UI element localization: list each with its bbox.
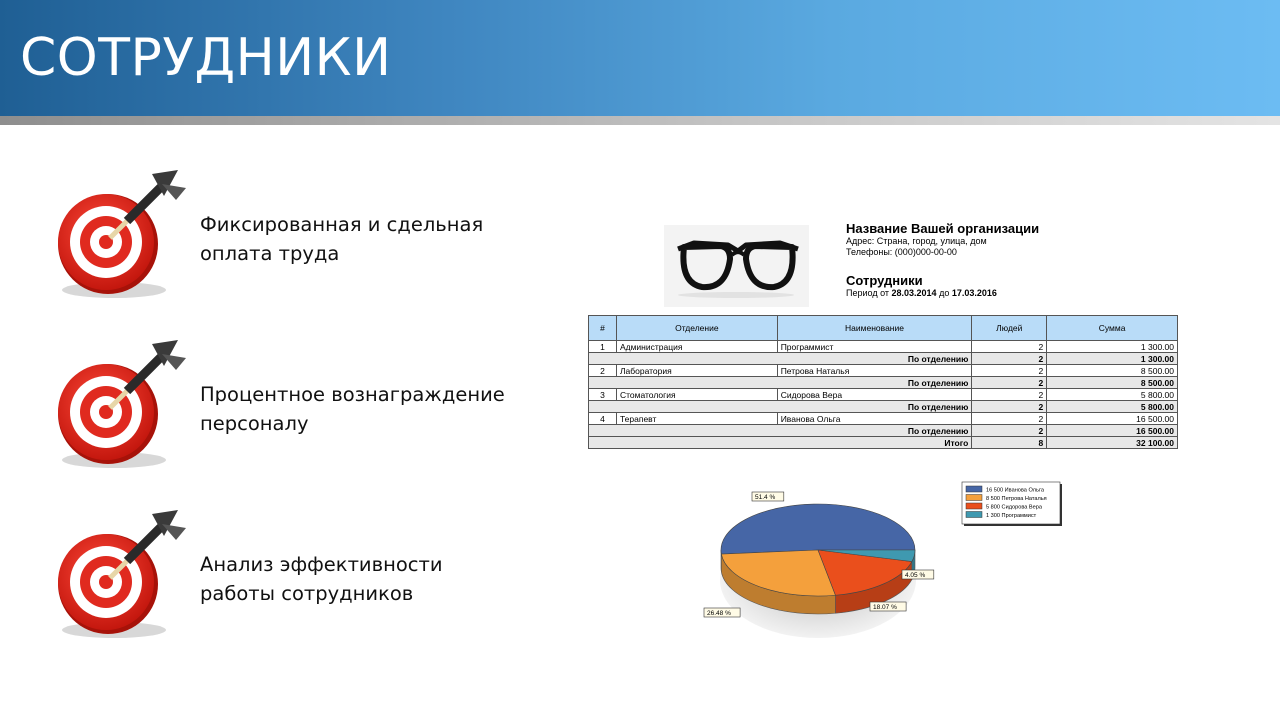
- cell-people: 2: [972, 341, 1047, 353]
- legend-swatch: [966, 486, 982, 492]
- legend-label: 16 500 Иванова Ольга: [986, 487, 1044, 494]
- bullet-text: [200, 550, 443, 608]
- bullet-item: [52, 336, 532, 476]
- subtotal-row: [589, 377, 1178, 389]
- report-heading: [846, 273, 997, 298]
- cell-department: Терапевт: [616, 413, 777, 425]
- bullet-line: Анализ эффективности: [200, 553, 443, 576]
- cell-number: 4: [589, 413, 617, 425]
- subtotal-label: По отделению: [589, 425, 972, 437]
- legend-label: 1 300 Программист: [986, 513, 1037, 519]
- table-row: [589, 413, 1178, 425]
- subtotal-label: По отделению: [589, 377, 972, 389]
- pie-percent-label: 18.07 %: [873, 604, 897, 611]
- legend-swatch: [966, 503, 982, 509]
- legend-swatch: [966, 512, 982, 518]
- column-header: Наименование: [777, 316, 972, 341]
- cell-sum: 16 500.00: [1047, 413, 1178, 425]
- table-row: [589, 389, 1178, 401]
- period-to: 17.03.2016: [951, 288, 997, 298]
- column-header: Отделение: [616, 316, 777, 341]
- column-header: Сумма: [1047, 316, 1178, 341]
- total-row: [589, 437, 1178, 449]
- subtotal-people: 2: [972, 353, 1047, 365]
- period-mid: до: [939, 288, 950, 298]
- subtotal-sum: 16 500.00: [1047, 425, 1178, 437]
- subtotal-label: По отделению: [589, 353, 972, 365]
- cell-department: Лаборатория: [616, 365, 777, 377]
- pie-percent-label: 4.05 %: [905, 572, 926, 579]
- table-header-row: [589, 316, 1178, 341]
- org-address: Адрес: Страна, город, улица, дом: [846, 236, 987, 246]
- cell-people: 2: [972, 365, 1047, 377]
- bullet-line: персоналу: [200, 412, 309, 435]
- report-table: [588, 315, 1178, 449]
- subtotal-sum: 1 300.00: [1047, 353, 1178, 365]
- cell-name: Петрова Наталья: [777, 365, 972, 377]
- cell-name: Иванова Ольга: [777, 413, 972, 425]
- period-prefix: Период от: [846, 288, 889, 298]
- report-title: Сотрудники: [846, 273, 923, 288]
- org-phones: Телефоны: (000)000-00-00: [846, 247, 957, 257]
- bullet-line: работы сотрудников: [200, 582, 414, 605]
- total-sum: 32 100.00: [1047, 437, 1178, 449]
- cell-sum: 1 300.00: [1047, 341, 1178, 353]
- cell-number: 3: [589, 389, 617, 401]
- pie-chart: [700, 478, 1080, 638]
- bullet-item: [52, 506, 532, 646]
- subtotal-row: [589, 353, 1178, 365]
- bullet-line: оплата труда: [200, 242, 340, 265]
- dart-target-icon: [52, 336, 192, 476]
- legend-label: 8 500 Петрова Наталья: [986, 496, 1047, 502]
- pie-percent-label: 26.48 %: [707, 610, 731, 617]
- cell-department: Стоматология: [616, 389, 777, 401]
- total-label: Итого: [589, 437, 972, 449]
- subtotal-people: 2: [972, 425, 1047, 437]
- period-from: 28.03.2014: [891, 288, 937, 298]
- bullet-line: Фиксированная и сдельная: [200, 213, 484, 236]
- dart-target-icon: [52, 166, 192, 306]
- org-name: Название Вашей организации: [846, 221, 1040, 236]
- pie-percent-label: 51.4 %: [755, 494, 776, 501]
- subtotal-row: [589, 425, 1178, 437]
- report-period: [846, 288, 997, 298]
- subtotal-label: По отделению: [589, 401, 972, 413]
- subtotal-row: [589, 401, 1178, 413]
- column-header: #: [589, 316, 617, 341]
- pie-slice: [721, 504, 915, 554]
- cell-people: 2: [972, 389, 1047, 401]
- cell-department: Администрация: [616, 341, 777, 353]
- bullet-line: Процентное вознаграждение: [200, 383, 505, 406]
- legend-swatch: [966, 495, 982, 501]
- column-header: Людей: [972, 316, 1047, 341]
- table-row: [589, 341, 1178, 353]
- bullet-text: [200, 380, 505, 438]
- subtotal-people: 2: [972, 401, 1047, 413]
- legend-label: 5 800 Сидорова Вера: [986, 504, 1042, 511]
- cell-number: 2: [589, 365, 617, 377]
- cell-name: Сидорова Вера: [777, 389, 972, 401]
- cell-name: Программист: [777, 341, 972, 353]
- cell-sum: 8 500.00: [1047, 365, 1178, 377]
- cell-number: 1: [589, 341, 617, 353]
- header-divider: [0, 116, 1280, 125]
- subtotal-sum: 5 800.00: [1047, 401, 1178, 413]
- bullet-text: [200, 210, 483, 268]
- org-info: [846, 221, 1039, 258]
- subtotal-people: 2: [972, 377, 1047, 389]
- total-people: 8: [972, 437, 1047, 449]
- cell-people: 2: [972, 413, 1047, 425]
- bullet-item: [52, 166, 532, 306]
- dart-target-icon: [52, 506, 192, 646]
- subtotal-sum: 8 500.00: [1047, 377, 1178, 389]
- cell-sum: 5 800.00: [1047, 389, 1178, 401]
- glasses-icon: [664, 225, 809, 307]
- table-row: [589, 365, 1178, 377]
- slide-title: СОТРУДНИКИ: [20, 28, 392, 88]
